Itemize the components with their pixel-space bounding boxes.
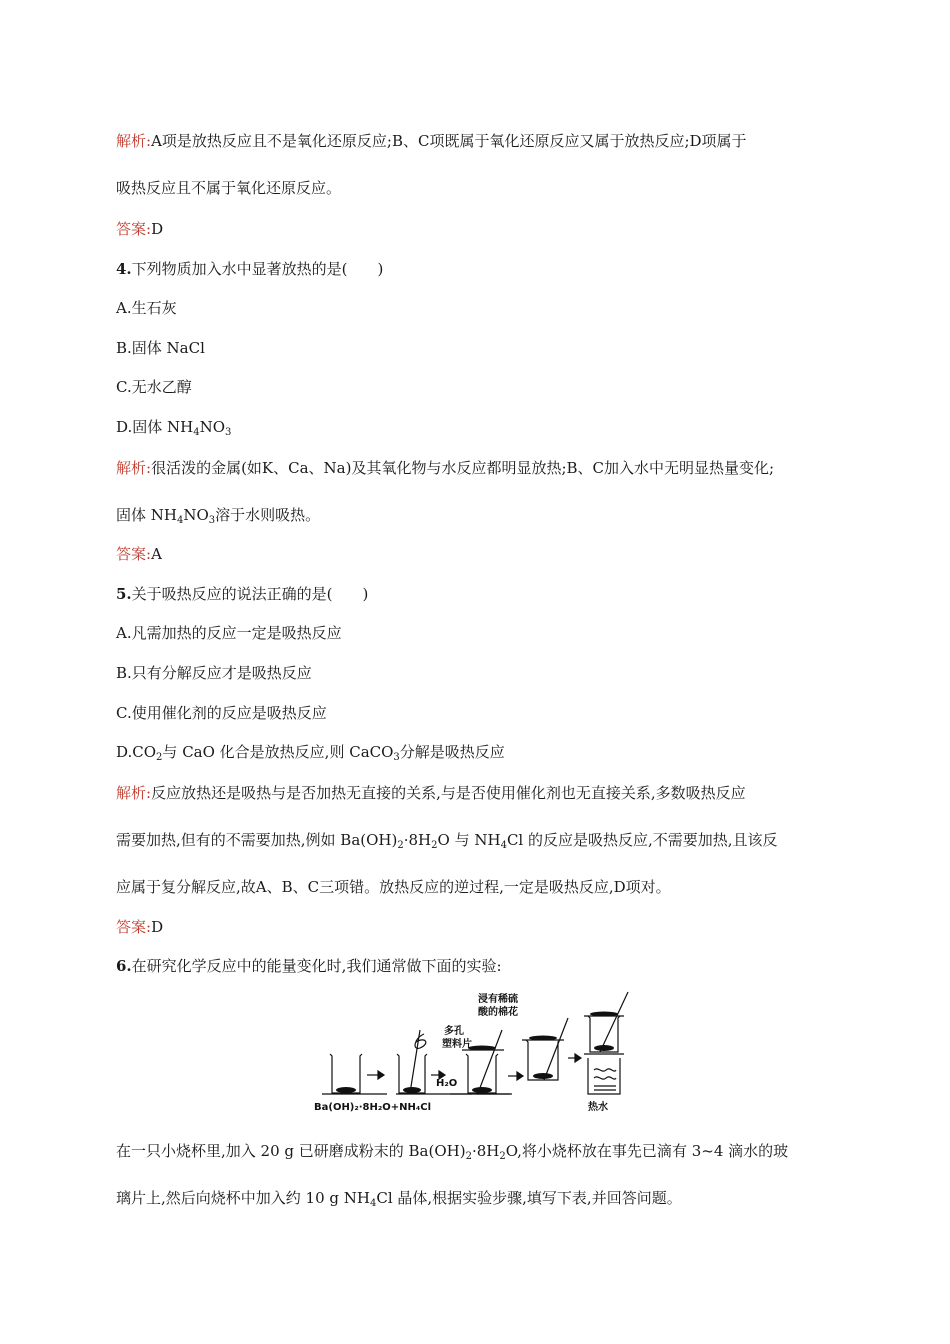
experiment-figure	[312, 990, 642, 1118]
q4-answer: 答案:A	[116, 545, 162, 563]
q4-analysis-line: 固体 $NH_4NO_3$溶于水则吸热。	[116, 506, 321, 526]
figure-label-plate: 多孔	[444, 1026, 464, 1037]
q4-option-d: D.固体 $NH_4NO_3$	[116, 418, 232, 438]
answer-label: 答案:	[116, 220, 152, 238]
q5-analysis-line: 应属于复分解反应,故A、B、C三项错。放热反应的逆过程,一定是吸热反应,D项对。	[116, 878, 671, 896]
q5-analysis-line: 解析:反应放热还是吸热与是否加热无直接的关系,与是否使用催化剂也无直接关系,多数吸热反应	[116, 784, 746, 802]
q4-option-b: B.固体 NaCl	[116, 339, 205, 357]
figure-label-water: H₂O	[436, 1078, 458, 1089]
q5-analysis-line: 需要加热,但有的不需要加热,例如 $Ba(OH)_2\cdot 8H_2O$ 与 $NH_4Cl$ 的反应是吸热反应,不需要加热,且该反	[116, 831, 778, 851]
q3-analysis-line: 吸热反应且不属于氧化还原反应。	[116, 179, 342, 197]
analysis-label: 解析:	[116, 132, 152, 150]
q4-stem: 4.下列物质加入水中显著放热的是( )	[116, 260, 384, 278]
figure-label-plate: 塑料片	[442, 1039, 472, 1050]
q5-stem: 5.关于吸热反应的说法正确的是( )	[116, 585, 369, 603]
q3-answer: 答案:D	[116, 220, 164, 238]
q6-stem: 6.在研究化学反应中的能量变化时,我们通常做下面的实验:	[116, 957, 502, 975]
q6-body-line: 在一只小烧杯里,加入 20 g 已研磨成粉末的 $Ba(OH)_2\cdot 8H_2O$,将小烧杯放在事先已滴有 3~4 滴水的玻	[116, 1142, 789, 1162]
analysis-label: 解析:	[116, 459, 152, 477]
figure-label-reagent: Ba(OH)₂·8H₂O+NH₄Cl	[314, 1102, 432, 1113]
answer-label: 答案:	[116, 918, 152, 936]
q5-option-a: A.凡需加热的反应一定是吸热反应	[116, 624, 342, 642]
q5-answer: 答案:D	[116, 918, 164, 936]
q6-body-line: 璃片上,然后向烧杯中加入约 10 g $NH_4Cl$ 晶体,根据实验步骤,填写下表,并回答问题。	[116, 1189, 682, 1209]
analysis-label: 解析:	[116, 784, 152, 802]
figure-label-cotton: 浸有稀硫	[478, 994, 518, 1005]
q4-option-a: A.生石灰	[116, 299, 177, 317]
figure-label-hot-water: 热水	[588, 1102, 608, 1113]
answer-label: 答案:	[116, 545, 152, 563]
q5-option-c: C.使用催化剂的反应是吸热反应	[116, 704, 327, 722]
figure-label-cotton: 酸的棉花	[478, 1007, 518, 1018]
q4-analysis-line: 解析:很活泼的金属(如K、Ca、Na)及其氧化物与水反应都明显放热;B、C加入水中无明显热量变化;	[116, 459, 775, 477]
q5-option-b: B.只有分解反应才是吸热反应	[116, 664, 312, 682]
q4-option-c: C.无水乙醇	[116, 378, 192, 396]
q3-analysis-line: 解析:A项是放热反应且不是氧化还原反应;B、C项既属于氧化还原反应又属于放热反应;D项属于	[116, 132, 747, 150]
q5-option-d: $D.CO_2$与 CaO 化合是放热反应,则 CaCO$_3$分解是吸热反应	[116, 743, 505, 763]
